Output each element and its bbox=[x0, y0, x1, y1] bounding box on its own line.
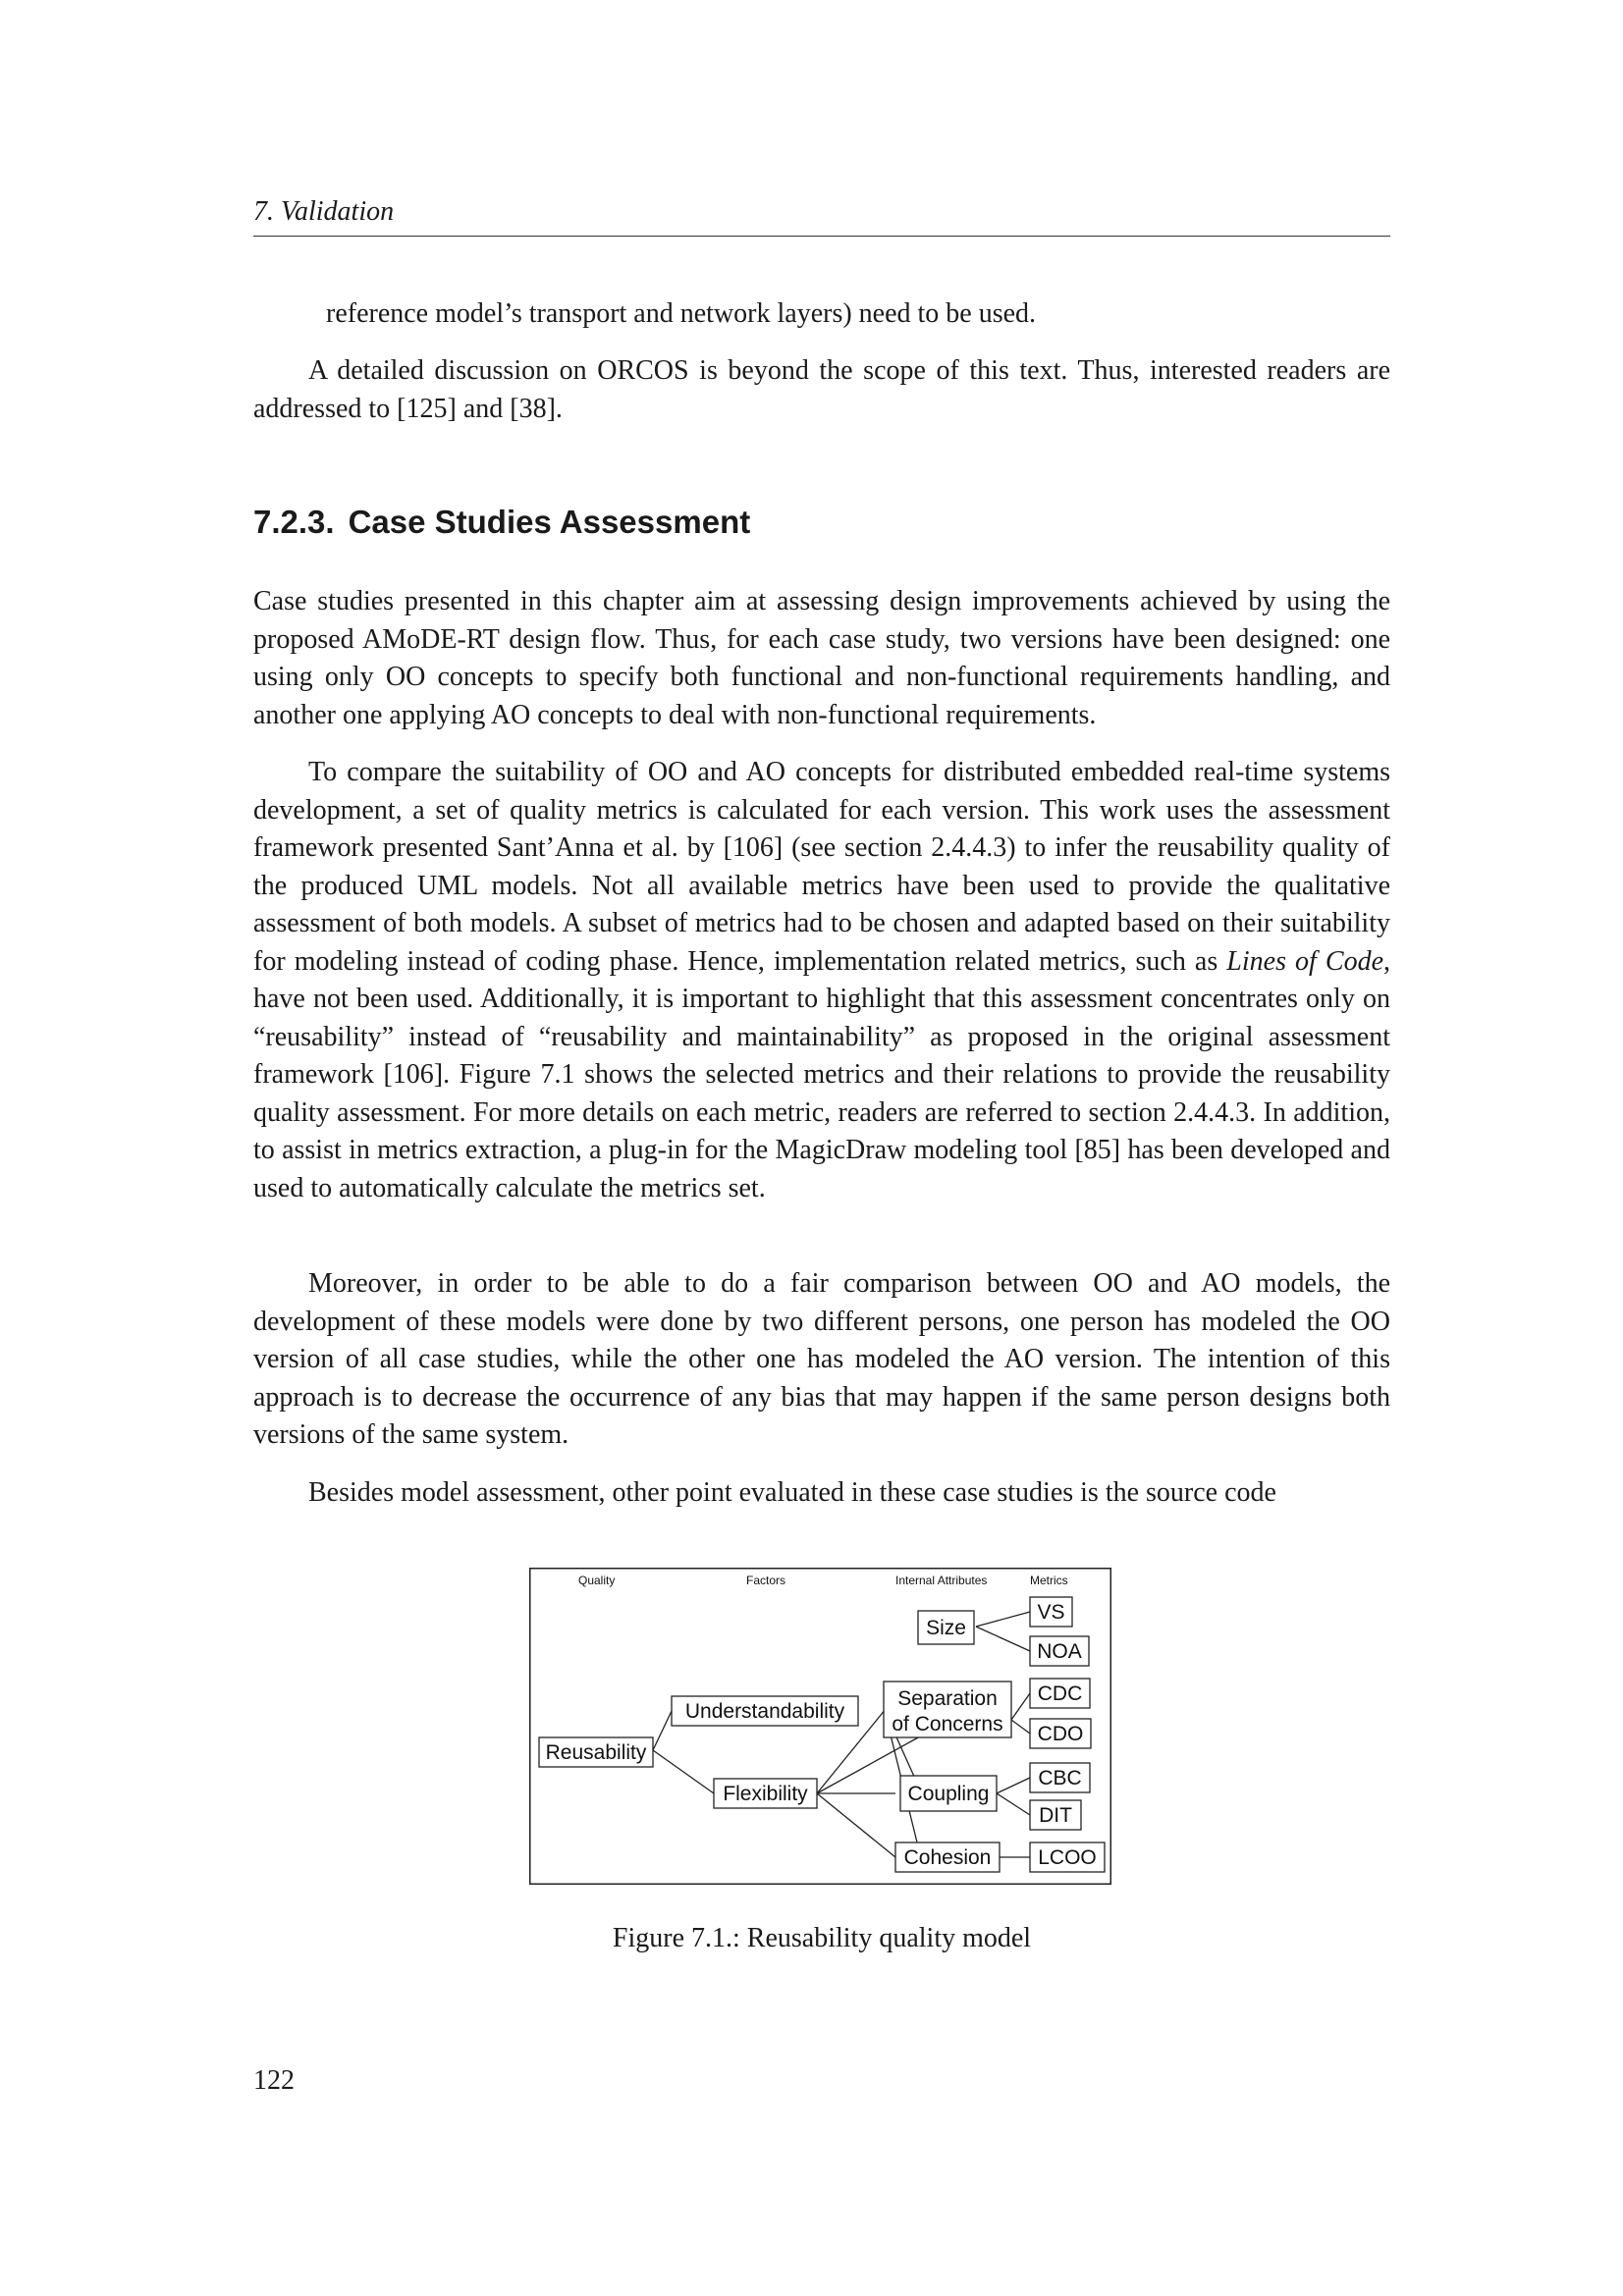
label-cohesion: Cohesion bbox=[903, 1846, 992, 1869]
column-header-metrics: Metrics bbox=[1030, 1574, 1068, 1587]
label-cdo: CDO bbox=[1037, 1723, 1084, 1745]
label-coupling: Coupling bbox=[907, 1783, 990, 1805]
label-cdc: CDC bbox=[1037, 1682, 1083, 1705]
running-header: 7. Validation bbox=[253, 192, 1390, 237]
paragraph-text bbox=[253, 754, 1390, 1207]
page-number: 122 bbox=[253, 2065, 295, 2096]
label-flexibility: Flexibility bbox=[723, 1783, 808, 1805]
label-noa: NOA bbox=[1037, 1640, 1082, 1663]
figure-caption: Figure 7.1.: Reusability quality model bbox=[612, 1923, 1032, 1953]
text-run: To compare the suitability of OO and AO concepts for distributed embedded real-time systems development, a set of quality metrics is calculated for each version. This work uses the assessment framework presented Sant’Anna et al. by [106] (see section 2.4.4.3) to infer the reusability quality of the produced UML models. Not all available metrics have been used to provide the qualitative assessment of both models. A subset of metrics had to be chosen and adapted based on their suitability for modeling instead of coding phase. Hence, implementation related metrics, such as bbox=[253, 757, 1390, 977]
column-header-quality: Quality bbox=[578, 1574, 616, 1587]
text-run: , have not been used. Additionally, it is important to highlight that this assessment concentrates only on “reusability” instead of “reusability and maintainability” as proposed in the original assessment framework [106]. Figure 7.1 shows the selected metrics and their relations to provide the reusability quality assessment. For more details on each metric, readers are referred to section 2.4.4.3. In addition, to assist in metrics extraction, a plug-in for the MagicDraw modeling tool [85] has been developed and used to automatically calculate the metrics set. bbox=[253, 945, 1390, 1203]
label-size: Size bbox=[926, 1617, 966, 1639]
emphasis-text: Lines of Code bbox=[1226, 945, 1383, 977]
paragraph-fair-comparison bbox=[253, 1265, 1390, 1455]
paragraph-source-code bbox=[253, 1474, 1390, 1513]
paragraph-text: Case studies presented in this chapter aim at assessing design improvements achieved by using the proposed AMoDE-RT design flow. Thus, for each case study, two versions have been designed: one using only OO concepts to specify both functional and non-functional requirements handling, and another one applying AO concepts to deal with non-functional requirements. bbox=[253, 586, 1390, 730]
column-header-factors: Factors bbox=[746, 1574, 786, 1587]
paragraph-orcos-reference bbox=[253, 352, 1390, 428]
section-title: Case Studies Assessment bbox=[348, 504, 751, 540]
label-separation: Separation bbox=[897, 1687, 998, 1710]
label-reusability: Reusability bbox=[545, 1741, 647, 1764]
paragraph-text: Moreover, in order to be able to do a fair comparison between OO and AO models, the development of these models were done by two different persons, one person has modeled the OO version of all case studies, while the other one has modeled the AO version. The intention of this approach is to decrease the occurrence of any bias that may happen if the same person designs both versions of the same system. bbox=[253, 1268, 1390, 1450]
label-cbc: CBC bbox=[1038, 1767, 1082, 1789]
section-heading bbox=[253, 501, 750, 544]
paragraph-case-studies bbox=[253, 583, 1390, 734]
paragraph-text: reference model’s transport and network layers) need to be used. bbox=[326, 298, 1037, 329]
paragraph-text: A detailed discussion on ORCOS is beyond the scope of this text. Thus, interested readers are addressed to [125] and [38]. bbox=[253, 355, 1390, 424]
label-lcoo: LCOO bbox=[1038, 1846, 1097, 1869]
paragraph-quality-metrics bbox=[253, 754, 1390, 1207]
label-vs: VS bbox=[1037, 1601, 1065, 1624]
label-understandability: Understandability bbox=[684, 1700, 845, 1723]
label-of-concerns: of Concerns bbox=[892, 1713, 1003, 1735]
reusability-quality-model-figure bbox=[529, 1568, 1111, 1885]
column-header-attributes: Internal Attributes bbox=[895, 1574, 988, 1587]
section-number: 7.2.3. bbox=[253, 504, 335, 540]
label-dit: DIT bbox=[1039, 1804, 1072, 1827]
quality-model-diagram bbox=[529, 1568, 1111, 1885]
paragraph-text: Besides model assessment, other point evaluated in these case studies is the source code bbox=[308, 1477, 1276, 1508]
paragraph-continuation bbox=[253, 295, 1390, 334]
